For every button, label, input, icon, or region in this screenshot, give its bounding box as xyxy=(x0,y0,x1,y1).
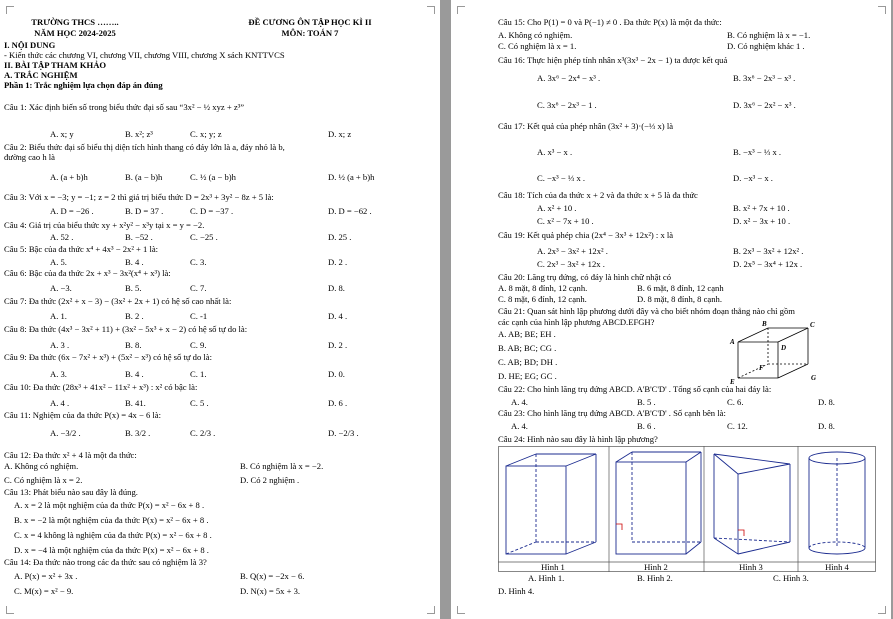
text-line: B. 2x³ − 3x² + 12x² . xyxy=(733,246,804,256)
text-line: B. 6 mặt, 8 đỉnh, 12 cạnh xyxy=(637,283,724,293)
answer-option: B. x²; z³ xyxy=(125,129,153,139)
answer-option: C. x; y; z xyxy=(190,129,222,139)
text-line: I. NỘI DUNG xyxy=(4,40,56,50)
text-line: các cạnh của hình lập phương ABCD.EFGH? xyxy=(498,317,655,327)
text-line: A. 8 mặt, 8 đỉnh, 12 cạnh. xyxy=(498,283,588,293)
text-line: A. P(x) = x² + 3x . xyxy=(14,571,78,581)
text-line: B. Có nghiệm là x = −1. xyxy=(727,30,811,40)
text-line: Câu 21: Quan sát hình lập phương dưới đây và cho biết nhóm đoạn thẳng nào chỉ gồm xyxy=(498,306,795,316)
text-line: Câu 13: Phát biểu nào sau đây là đúng. xyxy=(4,487,138,497)
answer-option: D. 25 . xyxy=(328,232,352,242)
text-line: đường cao h là xyxy=(4,152,55,162)
answer-option: A. −3/2 . xyxy=(50,428,81,438)
text-line: Câu 7: Đa thức (2x² + x − 3) − (3x² + 2x + 1) có hệ số cao nhất là: xyxy=(4,296,232,306)
text-line: Câu 18: Tích của đa thức x + 2 và đa thức x + 5 là đa thức xyxy=(498,190,698,200)
answer-option: A. 3 . xyxy=(50,340,70,350)
answer-option: C. 9. xyxy=(190,340,207,350)
text-line: Câu 16: Thực hiện phép tính nhân x³(3x³ − 2x − 1) ta được kết quả xyxy=(498,55,728,65)
text-line: Câu 12: Đa thức x² + 4 là một đa thức: xyxy=(4,450,137,460)
text-line: B. x = −2 là một nghiệm của đa thức P(x) = x² − 6x + 8 . xyxy=(14,515,209,525)
answer-option: C. D = −37 . xyxy=(190,206,234,216)
text-line: B. 6 . xyxy=(637,421,656,431)
text-line: Câu 2: Biểu thức đại số biểu thị diện tích hình thang có đáy lớn là a, đáy nhỏ là b, xyxy=(4,142,285,152)
answer-option: C. 2/3 . xyxy=(190,428,216,438)
text-line: Phần 1: Trắc nghiệm lựa chọn đáp án đúng xyxy=(4,80,163,90)
answer-option: C. 5 . xyxy=(190,398,209,408)
text-line: D. x = −4 là một nghiệm của đa thức P(x) = x² − 6x + 8 . xyxy=(14,545,209,555)
text-line: A. x³ − x . xyxy=(537,147,573,157)
text-line: C. 3x⁶ − 2x³ − 1 . xyxy=(537,100,597,110)
corner-mark xyxy=(457,606,465,614)
text-line: D. Có 2 nghiệm . xyxy=(240,475,300,485)
text-line: Câu 15: Cho P(1) = 0 và P(−1) ≠ 0 . Đa thức P(x) là một đa thức: xyxy=(498,17,722,27)
text-line: C. Có nghiệm là x = 2. xyxy=(4,475,83,485)
answer-option: C. ½ (a − b)h xyxy=(190,172,236,182)
text-line: C. 6. xyxy=(727,397,744,407)
text-line: B. 5 . xyxy=(637,397,656,407)
corner-mark xyxy=(427,606,435,614)
vertex-label-b: B xyxy=(762,320,767,328)
school-name: TRƯỜNG THCS …….. xyxy=(31,17,119,27)
answer-option: B. 4 . xyxy=(125,369,144,379)
text-line: D. 8. xyxy=(818,397,835,407)
answer-option: D. 8. xyxy=(328,283,345,293)
text-line: C. M(x) = x² − 9. xyxy=(14,586,74,596)
answer-option: D. 2 . xyxy=(328,257,348,267)
school-year: NĂM HỌC 2024-2025 xyxy=(34,28,116,38)
cube-abcd-efgh-figure xyxy=(726,318,826,388)
answer-option: A. −3. xyxy=(50,283,72,293)
figure-label-2: Hình 2 xyxy=(644,562,668,572)
answer-option: A. x; y xyxy=(50,129,74,139)
text-line: C. 8 mặt, 6 đỉnh, 12 cạnh. xyxy=(498,294,587,304)
document-title: ĐỀ CƯƠNG ÔN TẬP HỌC KÌ II xyxy=(248,17,372,27)
answer-option: A. 3. xyxy=(50,369,67,379)
text-line: Câu 23: Cho hình lăng trụ đứng ABCD. A'B'C'D' . Số cạnh bên là: xyxy=(498,408,726,418)
text-line: A. x² + 10 . xyxy=(537,203,577,213)
subject-title: MÔN: TOÁN 7 xyxy=(281,28,339,38)
text-line: Câu 20: Lăng trụ đứng, có đáy là hình chữ nhật có xyxy=(498,272,672,282)
answer-option: C. -1 xyxy=(190,311,208,321)
text-line: B. 3x⁶ − 2x³ − x³ . xyxy=(733,73,796,83)
text-line: Câu 4: Giá trị của biểu thức xy + x²y² − x³y tại x = y = −2. xyxy=(4,220,205,230)
text-line: C. 2x³ − 3x² + 12x . xyxy=(537,259,605,269)
answer-option: B. D = 37 . xyxy=(125,206,164,216)
page-right xyxy=(451,0,891,619)
text-line: A. Hình 1. xyxy=(528,573,565,583)
solids-figure-table xyxy=(498,446,876,572)
text-line: A. 2x³ − 3x² + 12x² . xyxy=(537,246,608,256)
figure-label-4: Hình 4 xyxy=(825,562,849,572)
answer-option: B. 8. xyxy=(125,340,142,350)
answer-option: D. 2 . xyxy=(328,340,348,350)
answer-option: D. D = −62 . xyxy=(328,206,372,216)
answer-option: D. ½ (a + b)h xyxy=(328,172,375,182)
text-line: A. x = 2 là một nghiệm của đa thức P(x) = x² − 6x + 8 . xyxy=(14,500,205,510)
answer-option: B. −52 . xyxy=(125,232,153,242)
text-line: Câu 1: Xác định biến số trong biểu thức đại số sau “3x² − ½ xyz + z³” xyxy=(4,102,245,112)
vertex-label-c: C xyxy=(810,321,815,329)
text-line: Câu 5: Bậc của đa thức x⁴ + 4x³ − 2x² + 1 là: xyxy=(4,244,159,254)
text-line: Câu 9: Đa thức (6x − 7x² + x³) + (5x² − x³) có hệ số tự do là: xyxy=(4,352,212,362)
answer-option: D. x; z xyxy=(328,129,352,139)
text-line: D. N(x) = 5x + 3. xyxy=(240,586,301,596)
text-line: A. AB; BE; EH . xyxy=(498,329,556,339)
vertex-label-g: G xyxy=(811,374,817,382)
vertex-label-e: E xyxy=(730,378,735,386)
text-line: D. −x³ − x . xyxy=(733,173,773,183)
corner-mark xyxy=(6,606,14,614)
vertex-label-d: D xyxy=(781,344,787,352)
answer-option: A. 4 . xyxy=(50,398,70,408)
text-line: Câu 6: Bậc của đa thức 2x + x³ − 3x²(x⁴ + x³) là: xyxy=(4,268,171,278)
answer-option: B. 5. xyxy=(125,283,142,293)
answer-option: D. 0. xyxy=(328,369,345,379)
answer-option: B. 4 . xyxy=(125,257,144,267)
text-line: D. x² − 3x + 10 . xyxy=(733,216,791,226)
text-line: C. −x³ − ⅓ x . xyxy=(537,173,586,183)
text-line: Câu 19: Kết quả phép chia (2x⁴ − 3x³ + 12x²) : x là xyxy=(498,230,674,240)
text-line: Câu 3: Với x = −3; y = −1; z = 2 thì giá trị biểu thức D = 2x³ + 3y² − 8z + 5 là: xyxy=(4,192,274,202)
corner-mark xyxy=(457,6,465,14)
text-line: B. −x³ − ⅓ x . xyxy=(733,147,782,157)
text-line: D. HE; EG; GC . xyxy=(498,371,557,381)
text-line: D. 8 mặt, 8 đỉnh, 8 cạnh. xyxy=(637,294,722,304)
text-line: Câu 11: Nghiệm của đa thức P(x) = 4x − 6 là: xyxy=(4,410,161,420)
answer-option: A. (a + b)h xyxy=(50,172,88,182)
text-line: - Kiến thức các chương VI, chương VII, chương VIII, chương X sách KNTTVCS xyxy=(4,50,285,60)
text-line: II. BÀI TẬP THAM KHẢO xyxy=(4,60,107,70)
text-line: Câu 22: Cho hình lăng trụ đứng ABCD. A'B'C'D' . Tổng số cạnh của hai đáy là: xyxy=(498,384,772,394)
corner-mark xyxy=(6,6,14,14)
page-left xyxy=(0,0,440,619)
text-line: D. Hình 4. xyxy=(498,586,535,596)
answer-option: B. 3/2 . xyxy=(125,428,151,438)
text-line: Câu 17: Kết quả của phép nhân (3x² + 3)·(−⅓ x) là xyxy=(498,121,674,131)
text-line: Câu 10: Đa thức (28x³ + 41x² − 11x² + x³) : x² có bậc là: xyxy=(4,382,198,392)
corner-mark xyxy=(878,6,886,14)
answer-option: B. 2 . xyxy=(125,311,144,321)
text-line: C. AB; BD; DH . xyxy=(498,357,558,367)
text-line: D. 3x⁶ − 2x² − x³ . xyxy=(733,100,796,110)
answer-option: D. 4 . xyxy=(328,311,348,321)
text-line: A. TRẮC NGHIỆM xyxy=(4,70,78,80)
text-line: C. x² − 7x + 10 . xyxy=(537,216,594,226)
text-line: C. Hình 3. xyxy=(773,573,809,583)
text-line: A. 3x⁶ − 2x⁴ − x³ . xyxy=(537,73,601,83)
answer-option: D. 6 . xyxy=(328,398,348,408)
text-line: B. Có nghiệm là x = −2. xyxy=(240,461,324,471)
answer-option: C. 3. xyxy=(190,257,207,267)
figure-label-1: Hình 1 xyxy=(541,562,565,572)
text-line: C. x = 4 không là nghiệm của đa thức P(x) = x² − 6x + 8 . xyxy=(14,530,212,540)
text-line: A. Không có nghiệm. xyxy=(498,30,573,40)
text-line: A. Không có nghiệm. xyxy=(4,461,79,471)
answer-option: B. (a − b)h xyxy=(125,172,163,182)
text-line: B. x² + 7x + 10 . xyxy=(733,203,790,213)
text-line: Câu 14: Đa thức nào trong các đa thức sau có nghiệm là 3? xyxy=(4,557,207,567)
vertex-label-f: F xyxy=(759,364,764,372)
corner-mark xyxy=(427,6,435,14)
corner-mark xyxy=(878,606,886,614)
answer-option: C. 1. xyxy=(190,369,207,379)
text-line: B. Q(x) = −2x − 6. xyxy=(240,571,305,581)
answer-option: B. 41. xyxy=(125,398,146,408)
answer-option: C. 7. xyxy=(190,283,207,293)
text-line: Câu 24: Hình nào sau đây là hình lập phương? xyxy=(498,434,658,444)
text-line: A. 4. xyxy=(511,421,528,431)
text-line: D. 2x⁵ − 3x⁴ + 12x . xyxy=(733,259,803,269)
answer-option: A. 52 . xyxy=(50,232,74,242)
text-line: D. 8. xyxy=(818,421,835,431)
text-line: C. 12. xyxy=(727,421,748,431)
text-line: D. Có nghiệm khác 1 . xyxy=(727,41,805,51)
answer-option: C. −25 . xyxy=(190,232,218,242)
text-line: A. 4. xyxy=(511,397,528,407)
answer-option: D. −2/3 . xyxy=(328,428,359,438)
answer-option: A. 1. xyxy=(50,311,67,321)
text-line: C. Có nghiệm là x = 1. xyxy=(498,41,577,51)
answer-option: A. 5. xyxy=(50,257,67,267)
figure-label-3: Hình 3 xyxy=(739,562,763,572)
text-line: B. AB; BC; CG . xyxy=(498,343,557,353)
text-line: Câu 8: Đa thức (4x³ − 3x² + 11) + (3x² − 5x³ + x − 2) có hệ số tự do là: xyxy=(4,324,248,334)
vertex-label-a: A xyxy=(730,338,735,346)
text-line: B. Hình 2. xyxy=(637,573,673,583)
answer-option: A. D = −26 . xyxy=(50,206,94,216)
